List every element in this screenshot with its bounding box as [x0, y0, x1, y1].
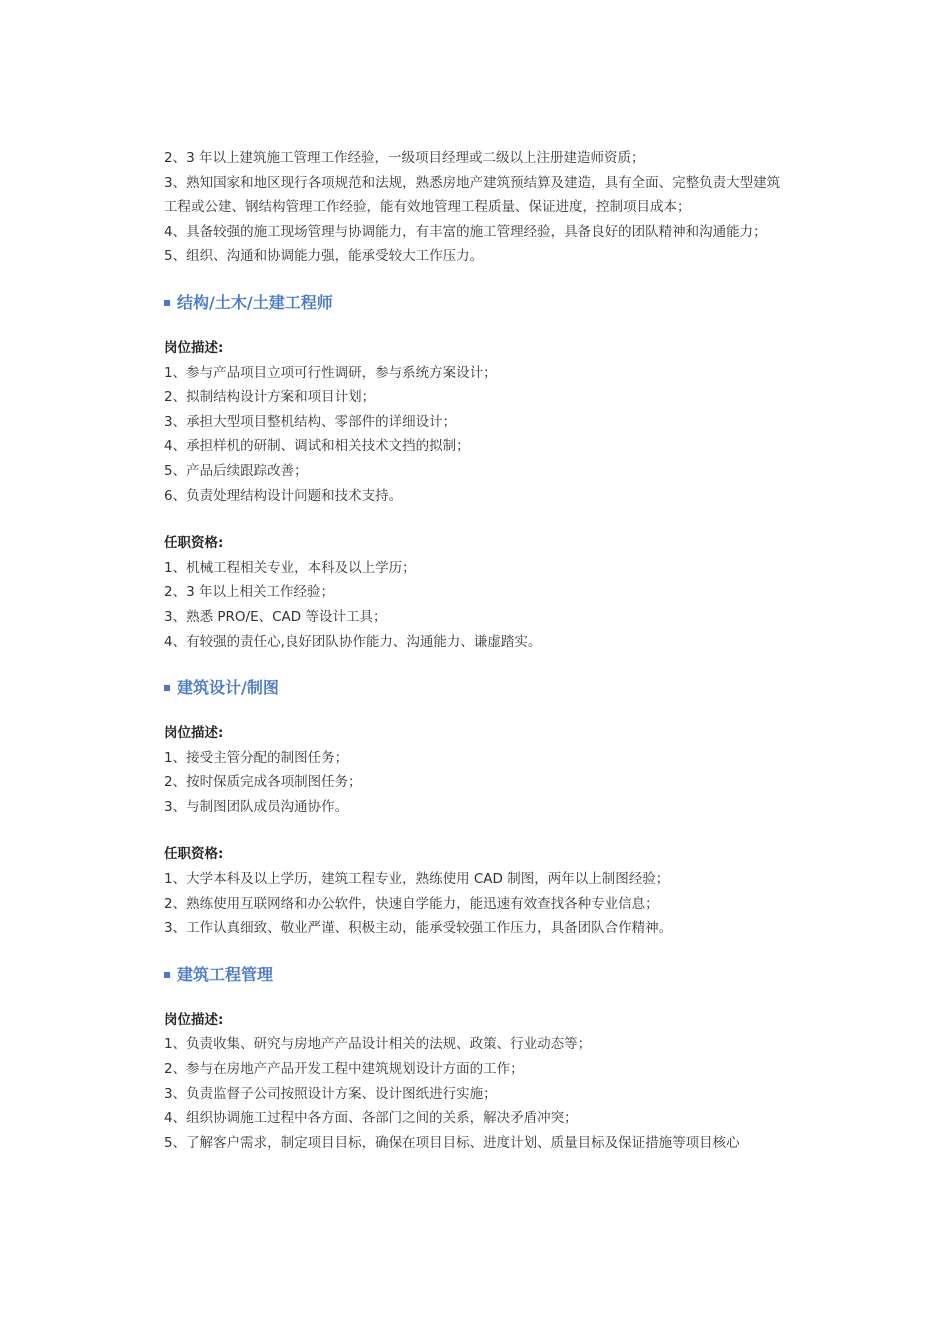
section-title-text: 建筑工程管理 — [177, 964, 274, 984]
list-item: 1、机械工程相关专业，本科及以上学历； — [164, 559, 416, 576]
section-title-text: 结构/土木/土建工程师 — [177, 292, 333, 312]
list-item: 2、参与在房地产产品开发工程中建筑规划设计方面的工作； — [164, 1061, 524, 1078]
list-item: 6、负责处理结构设计问题和技术支持。 — [164, 487, 403, 504]
list-item: 5、产品后续跟踪改善； — [164, 462, 308, 479]
section-title — [164, 676, 784, 700]
list-item: 3、负责监督子公司按照设计方案、设计图纸进行实施； — [164, 1085, 497, 1102]
document-page — [164, 146, 784, 1155]
square-bullet-icon — [164, 972, 170, 978]
list-item: 4、组织协调施工过程中各方面、各部门之间的关系，解决矛盾冲突； — [164, 1110, 578, 1127]
list-item: 4、有较强的责任心,良好团队协作能力、沟通能力、谦虚踏实。 — [164, 633, 542, 650]
intro-list — [164, 146, 784, 269]
list-item: 2、熟练使用互联网络和办公软件，快速自学能力，能迅速有效查找各种专业信息； — [164, 895, 659, 912]
square-bullet-icon — [164, 685, 170, 691]
job-description-label: 岗位描述: — [164, 725, 224, 742]
list-item: 3、工作认真细致、敬业严谨、积极主动，能承受较强工作压力，具备团队合作精神。 — [164, 920, 673, 937]
list-item: 3、熟悉 PRO/E、CAD 等设计工具； — [164, 608, 387, 625]
list-item: 4、具备较强的施工现场管理与协调能力，有丰富的施工管理经验，具备良好的团队精神和沟通能力； — [164, 223, 767, 240]
list-item: 5、了解客户需求，制定项目目标，确保在项目目标、进度计划、质量目标及保证措施等项目核心 — [164, 1134, 740, 1151]
list-item: 2、3 年以上相关工作经验； — [164, 584, 334, 601]
section-architectural-design — [164, 676, 784, 941]
section-structural-engineer — [164, 291, 784, 654]
list-item: 1、接受主管分配的制图任务； — [164, 749, 349, 766]
job-requirements-label: 任职资格: — [164, 535, 224, 552]
list-item: 3、承担大型项目整机结构、零部件的详细设计； — [164, 413, 457, 430]
list-item: 2、3 年以上建筑施工管理工作经验，一级项目经理或二级以上注册建造师资质； — [164, 150, 645, 166]
job-description-label: 岗位描述: — [164, 339, 224, 356]
section-title — [164, 291, 784, 315]
list-item: 3、与制图团队成员沟通协作。 — [164, 798, 349, 815]
list-item: 1、大学本科及以上学历，建筑工程专业，熟练使用 CAD 制图，两年以上制图经验； — [164, 871, 670, 888]
list-item: 1、参与产品项目立项可行性调研，参与系统方案设计； — [164, 364, 497, 381]
list-item: 2、拟制结构设计方案和项目计划； — [164, 389, 376, 406]
list-item: 5、组织、沟通和协调能力强，能承受较大工作压力。 — [164, 248, 484, 265]
list-item: 1、负责收集、研究与房地产产品设计相关的法规、政策、行业动态等； — [164, 1036, 592, 1053]
square-bullet-icon — [164, 300, 170, 306]
section-construction-management — [164, 963, 784, 1156]
section-title-text: 建筑设计/制图 — [177, 678, 279, 698]
job-description-label: 岗位描述: — [164, 1011, 224, 1028]
job-requirements-label: 任职资格: — [164, 846, 224, 863]
list-item: 4、承担样机的研制、调试和相关技术文挡的拟制； — [164, 438, 470, 455]
list-item: 3、熟知国家和地区现行各项规范和法规，熟悉房地产建筑预结算及建造，具有全面、完整负责大型建筑工程或公建、钢结构管理工作经验，能有效地管理工程质量、保证进度，控制项目成本； — [164, 174, 781, 216]
list-item: 2、按时保质完成各项制图任务； — [164, 774, 362, 791]
section-title — [164, 963, 784, 987]
